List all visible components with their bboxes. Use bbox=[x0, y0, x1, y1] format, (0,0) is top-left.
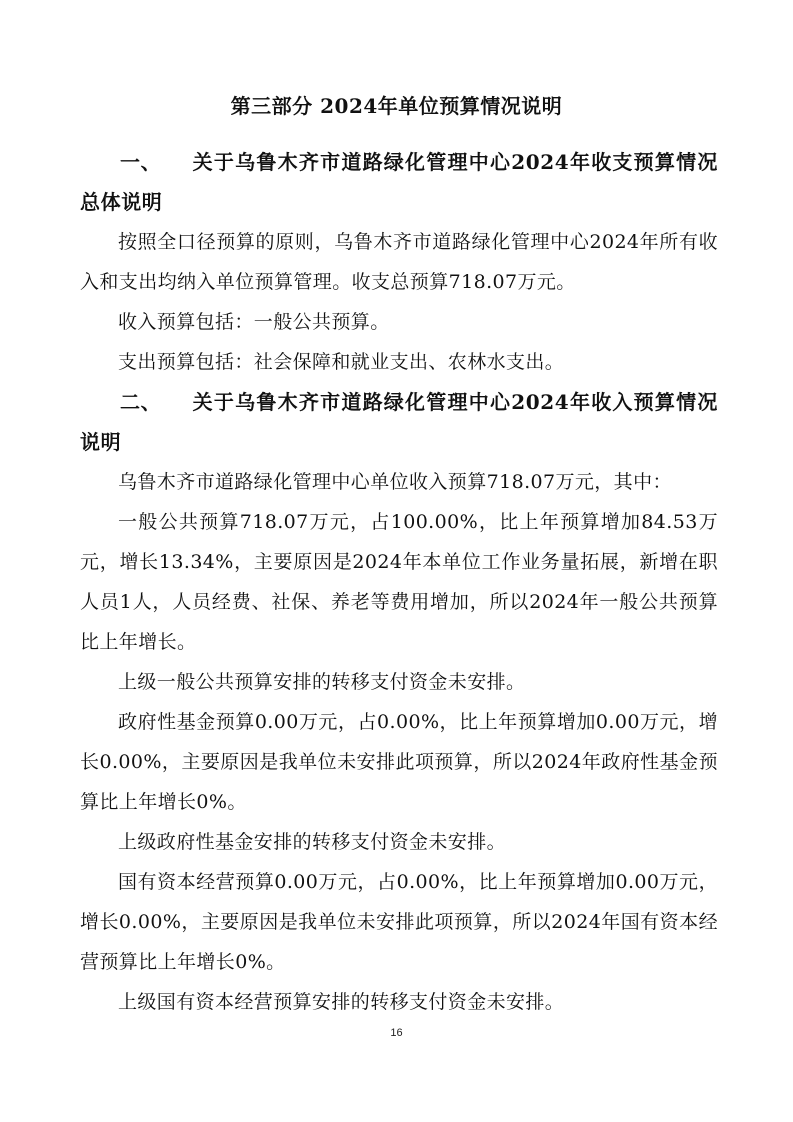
section-number: 一、 bbox=[120, 150, 162, 174]
section-heading bbox=[80, 142, 718, 222]
paragraph: 上级政府性基金安排的转移支付资金未安排。 bbox=[118, 831, 507, 853]
section-heading-text: 关于乌鲁木齐市道路绿化管理中心2024年收入预算情况说明 bbox=[80, 390, 718, 454]
paragraph: 支出预算包括：社会保障和就业支出、农林水支出。 bbox=[118, 351, 565, 373]
paragraph: 上级国有资本经营预算安排的转移支付资金未安排。 bbox=[118, 991, 565, 1013]
paragraph: 一般公共预算718.07万元，占100.00%，比上年预算增加84.53万元，增长13.34%，主要原因是2024年本单位工作业务量拓展，新增在职人员1人，人员经费、社保、养老等费用增加，所以2024年一般公共预算比上年增长。 bbox=[80, 511, 718, 653]
paragraph: 上级一般公共预算安排的转移支付资金未安排。 bbox=[118, 671, 526, 693]
page-number: 16 bbox=[390, 1027, 403, 1039]
paragraph: 收入预算包括：一般公共预算。 bbox=[118, 311, 390, 333]
paragraph: 按照全口径预算的原则，乌鲁木齐市道路绿化管理中心2024年所有收入和支出均纳入单位预算管理。收支总预算718.07万元。 bbox=[80, 231, 718, 293]
document-body bbox=[80, 142, 718, 1022]
section-heading bbox=[80, 382, 718, 462]
paragraph: 乌鲁木齐市道路绿化管理中心单位收入预算718.07万元，其中： bbox=[118, 471, 672, 493]
page-title: 第三部分 2024年单位预算情况说明 bbox=[230, 94, 563, 118]
section-number: 二、 bbox=[120, 390, 162, 414]
paragraph: 政府性基金预算0.00万元，占0.00%，比上年预算增加0.00万元，增长0.00%，主要原因是我单位未安排此项预算，所以2024年政府性基金预算比上年增长0%。 bbox=[80, 711, 718, 813]
paragraph: 国有资本经营预算0.00万元，占0.00%，比上年预算增加0.00万元，增长0.00%，主要原因是我单位未安排此项预算，所以2024年国有资本经营预算比上年增长0%。 bbox=[80, 871, 718, 973]
section-heading-text: 关于乌鲁木齐市道路绿化管理中心2024年收支预算情况总体说明 bbox=[80, 150, 718, 214]
